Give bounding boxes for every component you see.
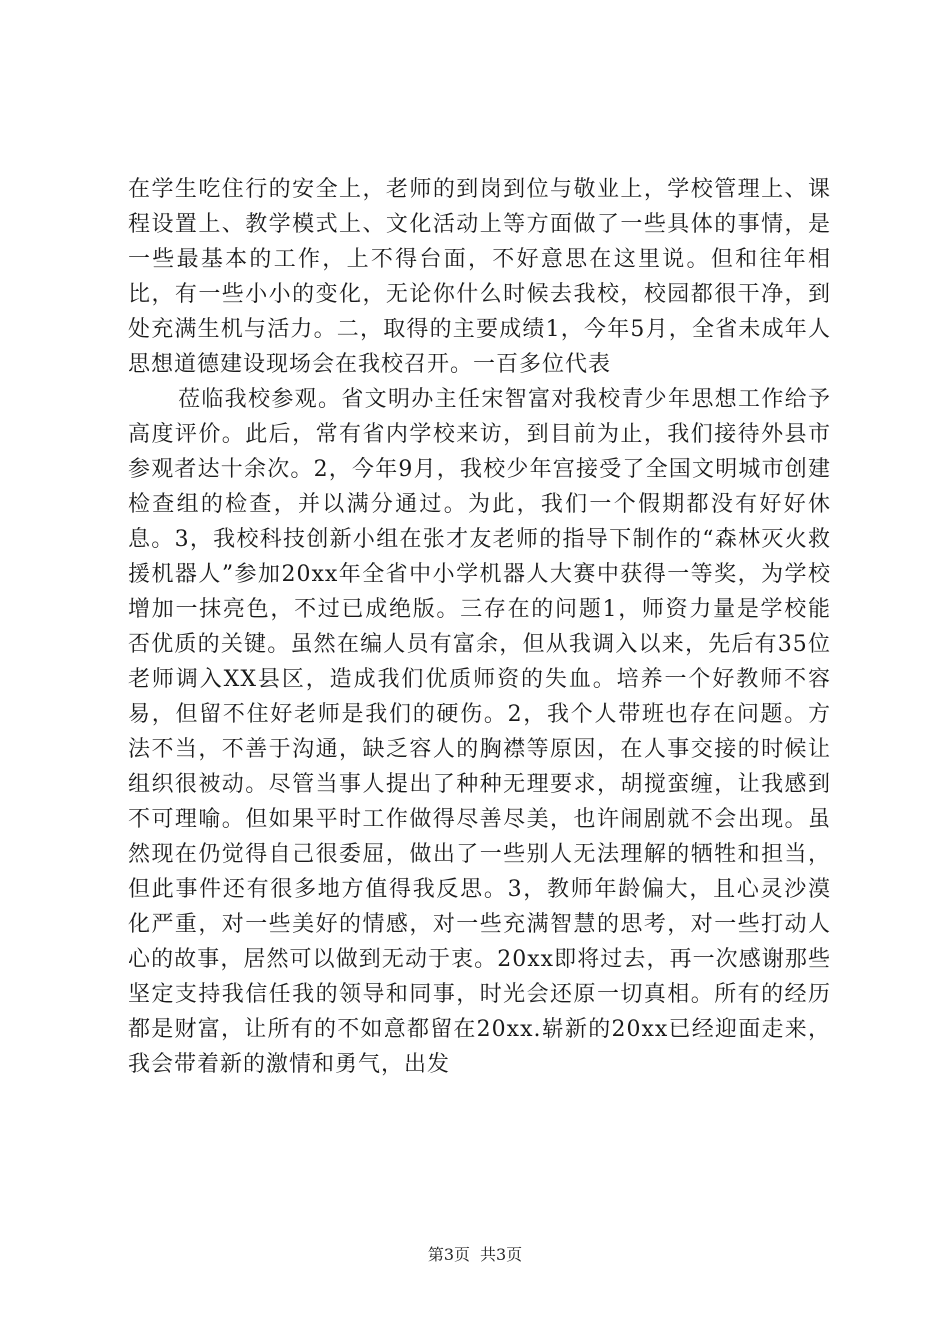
paragraph-1: 在学生吃住行的安全上，老师的到岗到位与敬业上，学校管理上、课程设置上、教学模式上、文化活动上等方面做了一些具体的事情，是一些最基本的工作，上不得台面，不好意思在这里说。但和往年相比，有一些小小的变化，无论你什么时候去我校，校园都很干净，到处充满生机与活力。二，取得的主要成绩1，今年5月，全省未成年人思想道德建设现场会在我校召开。一百多位代表 (128, 177, 831, 377)
document-body (128, 172, 831, 1082)
page-footer (0, 1244, 950, 1266)
paragraph-2: 莅临我校参观。省文明办主任宋智富对我校青少年思想工作给予高度评价。此后，常有省内学校来访，到目前为止，我们接待外县市参观者达十余次。2，今年9月，我校少年宫接受了全国文明城市创建检查组的检查，并以满分通过。为此，我们一个假期都没有好好休息。3，我校科技创新小组在张才友老师的指导下制作的“森林灭火救援机器人”参加20xx年全省中小学机器人大赛中获得一等奖，为学校增加一抹亮色，不过已成绝版。三存在的问题1，师资力量是学校能否优质的关键。虽然在编人员有富余，但从我调入以来，先后有35位老师调入XX县区，造成我们优质师资的失血。培养一个好教师不容易，但留不住好老师是我们的硬伤。2，我个人带班也存在问题。方法不当，不善于沟通，缺乏容人的胸襟等原因，在人事交接的时候让组织很被动。尽管当事人提出了种种无理要求，胡搅蛮缠，让我感到不可理喻。但如果平时工作做得尽善尽美，也许闹剧就不会出现。虽然现在仍觉得自己很委屈，做出了一些别人无法理解的牺牲和担当，但此事件还有很多地方值得我反思。3，教师年龄偏大，且心灵沙漠化严重，对一些美好的情感，对一些充满智慧的思考，对一些打动人心的故事，居然可以做到无动于衷。20xx即将过去，再一次感谢那些坚定支持我信任我的领导和同事，时光会还原一切真相。所有的经历都是财富，让所有的不如意都留在20xx.崭新的20xx已经迎面走来，我会带着新的激情和勇气，出发 (128, 387, 831, 1077)
page-total: 共3页 (480, 1245, 523, 1264)
page-number: 第3页 (427, 1245, 470, 1264)
